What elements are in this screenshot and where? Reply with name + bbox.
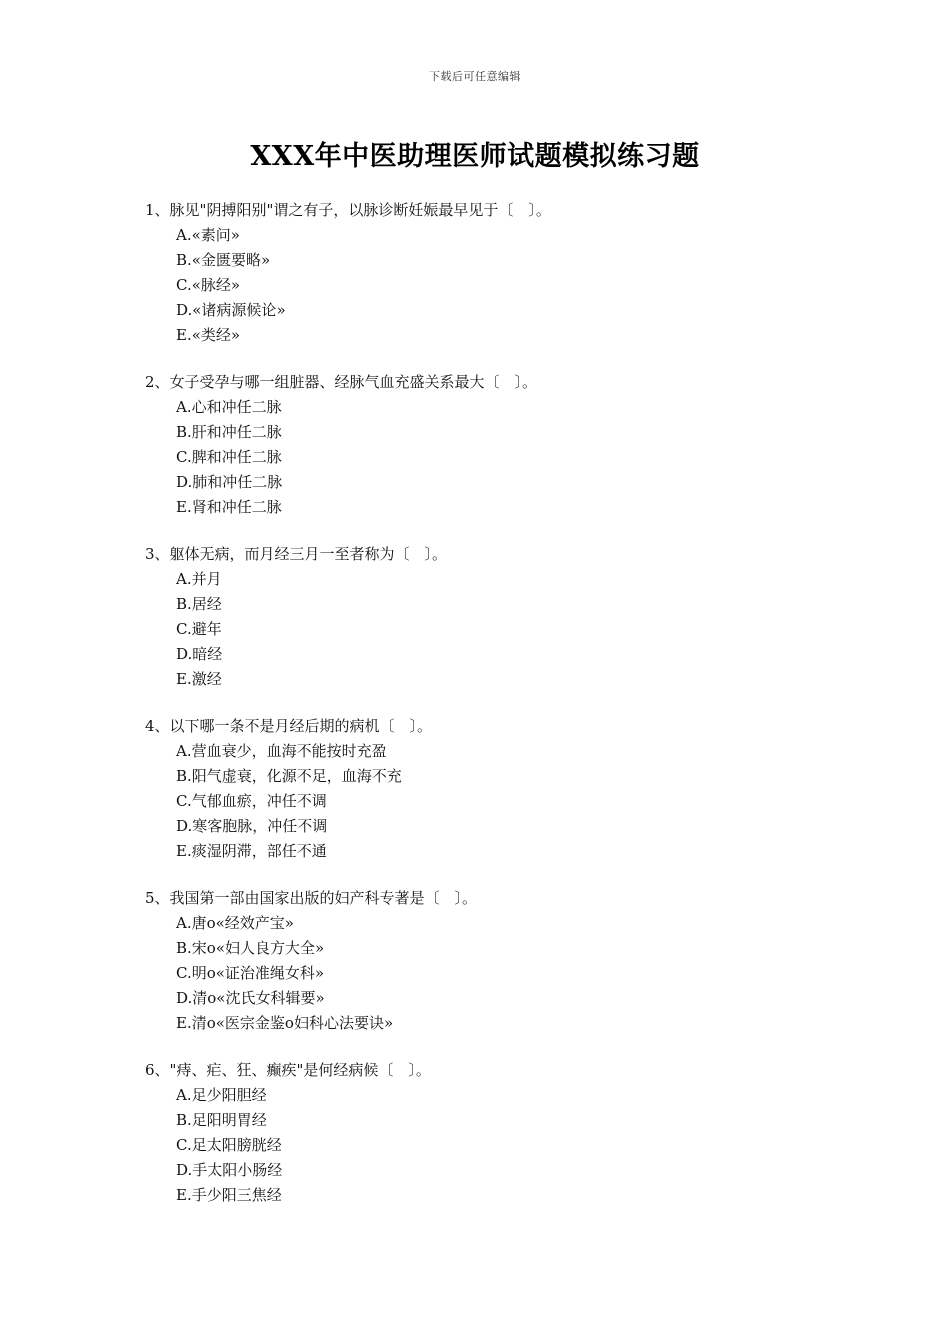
option-b: B.阳气虚衰，化源不足，血海不充 xyxy=(176,767,402,785)
header-note: 下载后可任意编辑 xyxy=(429,70,521,83)
question-stem: 3、躯体无病，而月经三月一至者称为〔 〕。 xyxy=(145,545,448,563)
question-4 xyxy=(145,714,845,864)
option-a: A.唐o«经效产宝» xyxy=(176,914,294,932)
document-title: XXX年中医助理医师试题模拟练习题 xyxy=(250,141,700,172)
option-c: C.气郁血瘀，冲任不调 xyxy=(176,792,327,810)
option-list xyxy=(145,223,845,348)
question-6 xyxy=(145,1058,845,1208)
option-d: D.手太阳小肠经 xyxy=(176,1161,283,1179)
option-list xyxy=(145,567,845,692)
question-1 xyxy=(145,198,845,348)
option-d: D.暗经 xyxy=(176,645,223,663)
option-d: D.«诸病源候论» xyxy=(176,301,286,319)
option-b: B.居经 xyxy=(176,595,222,613)
option-d: D.肺和冲任二脉 xyxy=(176,473,283,491)
question-stem: 5、我国第一部由国家出版的妇产科专著是〔 〕。 xyxy=(145,889,478,907)
question-2 xyxy=(145,370,845,520)
option-e: E.激经 xyxy=(176,670,222,688)
option-d: D.清o«沈氏女科辑要» xyxy=(176,989,325,1007)
option-c: C.脾和冲任二脉 xyxy=(176,448,282,466)
question-list xyxy=(145,198,845,1230)
option-list xyxy=(145,739,845,864)
option-e: E.肾和冲任二脉 xyxy=(176,498,282,516)
option-b: B.肝和冲任二脉 xyxy=(176,423,282,441)
option-e: E.手少阳三焦经 xyxy=(176,1186,282,1204)
option-b: B.宋o«妇人良方大全» xyxy=(176,939,325,957)
option-a: A.营血衰少，血海不能按时充盈 xyxy=(176,742,387,760)
question-stem: 6、"痔、疟、狂、癫疾"是何经病候〔 〕。 xyxy=(145,1061,431,1079)
question-stem: 2、女子受孕与哪一组脏器、经脉气血充盛关系最大〔 〕。 xyxy=(145,373,538,391)
option-b: B.足阳明胃经 xyxy=(176,1111,267,1129)
question-3 xyxy=(145,542,845,692)
option-list xyxy=(145,1083,845,1208)
option-e: E.«类经» xyxy=(176,326,241,344)
option-list xyxy=(145,911,845,1036)
option-b: B.«金匮要略» xyxy=(176,251,271,269)
option-d: D.寒客胞脉，冲任不调 xyxy=(176,817,328,835)
option-list xyxy=(145,395,845,520)
option-e: E.清o«医宗金鉴o妇科心法要诀» xyxy=(176,1014,394,1032)
option-c: C.避年 xyxy=(176,620,222,638)
option-a: A.足少阳胆经 xyxy=(176,1086,267,1104)
option-c: C.«脉经» xyxy=(176,276,241,294)
question-stem: 4、以下哪一条不是月经后期的病机〔 〕。 xyxy=(145,717,433,735)
option-a: A.并月 xyxy=(176,570,222,588)
option-a: A.«素问» xyxy=(176,226,240,244)
option-c: C.明o«证治准绳女科» xyxy=(176,964,325,982)
option-e: E.痰湿阴滞，部任不通 xyxy=(176,842,327,860)
question-5 xyxy=(145,886,845,1036)
question-stem: 1、脉见"阴搏阳别"谓之有子，以脉诊断妊娠最早见于〔 〕。 xyxy=(145,201,551,219)
option-a: A.心和冲任二脉 xyxy=(176,398,282,416)
option-c: C.足太阳膀胱经 xyxy=(176,1136,282,1154)
